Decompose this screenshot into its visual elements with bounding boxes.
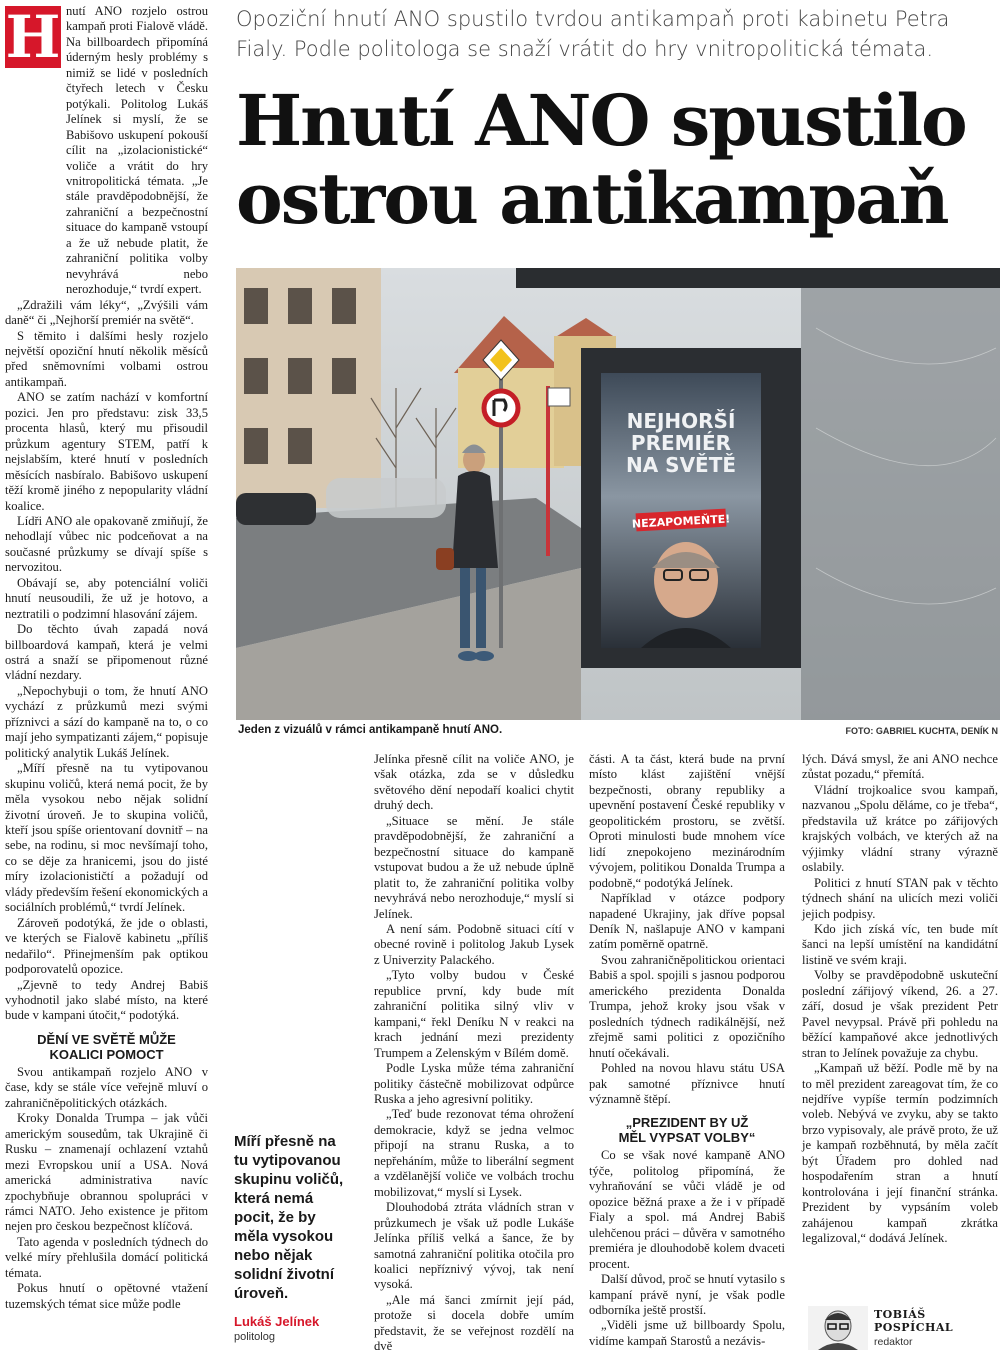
body-paragraph: „Kampaň už běží. Podle mě by na to měl prezident zareagovat tím, že co nejdříve vypíše termín podzimních voleb. Nebývá ve zvyku, aby se takto brzo vypisovaly, ale právě proto, že už je kampaň rozběhnutá, by měla začít být Úřadem pro dohled nad hospodařením stran a hnutí kontrolována i její finanční stránka. Prezident by vypsáním voleb zahájenou kampaň zkrátka legalizoval,“ dodává Jelínek. bbox=[802, 1061, 998, 1246]
poster-headline: PREMIÉR bbox=[630, 431, 732, 455]
poster-headline: NA SVĚTĚ bbox=[625, 453, 737, 477]
body-paragraph: Pokus hnutí o opětovné vtažení tuzemských témat sice může podle bbox=[5, 1281, 208, 1311]
body-paragraph: části. A ta část, která bude na první místo klást zajištění vnější bezpečnosti, obrany republiky a upevnění postavení České republiky v geopolitickém prostoru, se zvětší. Oproti minulosti bude mnohem více lidí znepokojeno mezinárodním vývojem, politikou Donalda Trumpa a podobně,“ podotýká Jelínek. bbox=[589, 752, 785, 890]
body-paragraph: Zároveň podotýká, že jde o oblasti, ve kterých se Fialově kabinetu „příliš nedařilo“. Přinejmenším pak optikou podporovatelů opozice. bbox=[5, 915, 208, 977]
body-paragraph: Jelínka přesně cílit na voliče ANO, je však otázka, zda se v důsledku světového dění nepodaří koalici chytit druhý dech. bbox=[374, 752, 574, 813]
body-paragraph: „Situace se mění. Je stále pravděpodobnější, že zahraniční a bezpečnostní situace do kampaně vstupovat budou a že už nebude úplně platit to, že zahraniční politika volby nevyhrává nebo nerozhoduje,“ myslí si Jelínek. bbox=[374, 813, 574, 921]
body-paragraph: Vládní trojkoalice svou kampaň, nazvanou „Spolu děláme, co je třeba“, představila už krátce po zářijových krajských volbách, ve kterých až na výjimky vládní strany výrazně oslabily. bbox=[802, 782, 998, 875]
body-paragraph: Obávají se, aby potenciální voliči hnutí neusoudili, že už je hotovo, a neztratili o podzimní hlasování zájem. bbox=[5, 575, 208, 621]
body-paragraph: Co se však nové kampaně ANO týče, politolog připomíná, že vyhraňování se vůči vládě je od opozice běžná praxe a že i v případě Fialy a spol. má Andrej Babiš ulehčenou práci – důvěra v samotného premiéra je dlouhodobě kolem dvaceti procent. bbox=[589, 1148, 785, 1271]
body-paragraph: A není sám. Podobně situaci cítí v obecné rovině i politolog Jakub Lysek z Univerzity Palackého. bbox=[374, 921, 574, 967]
body-paragraph: „Tyto volby budou v České republice první, kdy bude mít zahraniční politika silný vliv v kampani,“ řekl Deníku N v reakci na krach jednání mezi prezidenty Trumpem a Zelenským v Bílém domě. bbox=[374, 968, 574, 1060]
body-paragraph: „Míří přesně na tu vytipovanou skupinu voličů, která nemá pocit, že by měla vysokou nebo nějak solidní životní úroveň. Je to skupina voličů, kteří jsou spíše orientovaní dovnitř – na sebe, na rodinu, si moc nevšímají toho, co se děje za hranicemi, jsou do jisté míry izolacionističtí a požadují od vlády především řešení ekonomických a sociálních problémů,“ tvrdí Jelínek. bbox=[5, 761, 208, 915]
body-paragraph: Politici z hnutí STAN pak v těchto týdnech shání na ulicích mezi voliči jejich podpisy. bbox=[802, 875, 998, 921]
body-paragraph: Volby se pravděpodobně uskuteční poslední zářijový víkend, 26. a 27. září, dosud je však prezident Petr Pavel nevypsal. Právě při pohledu na běžící kampaňové akce jednotlivých stran to Jelínek považuje za chybu. bbox=[802, 968, 998, 1060]
body-paragraph: „Ale má šanci zmírnit její pád, protože si docela dobře umím představit, že se veřejnost rozdělí na dvě bbox=[374, 1292, 574, 1354]
body-paragraph: Další důvod, proč se hnutí vytasilo s kampaní právě nyní, je však podle odborníka ještě prostší. bbox=[589, 1272, 785, 1317]
author-photo bbox=[808, 1306, 868, 1350]
body-paragraph: Dlouhodobá ztráta vládních stran v průzkumech je však už podle Lukáše Jelínka příliš velká a šance, že by samotná zahraniční politika otočila pro koalici nepříznivý vývoj, tak není vysoká. bbox=[374, 1200, 574, 1292]
subheading: „PREZIDENT BY UŽ MĚL VYPSAT VOLBY“ bbox=[618, 1115, 756, 1146]
pull-quote: Míří přesně na tu vytipovanou skupinu voličů, která nemá pocit, že by měla vysokou nebo nějak solidní životní úroveň. bbox=[234, 1133, 344, 1302]
article-column-3 bbox=[374, 752, 574, 1355]
poster-badge: NEZAPOMEŇTE! bbox=[631, 512, 731, 531]
body-paragraph: Například v otázce podpory napadené Ukrajiny, jak dříve popsal Deník N, našlapuje ANO v kampani zatím poměrně opatrně. bbox=[589, 891, 785, 952]
body-paragraph: Podle Lyska může téma zahraniční politiky částečně mobilizovat odpůrce Ruska a jeho agresivní politiky. bbox=[374, 1061, 574, 1106]
body-paragraph: „Teď bude rezonovat téma ohrožení demokracie, když se jedna velmoc připojí na stranu Ruska, a to nepřeháním, může to liberální segment a vzdělanější voliče ve volbách trochu mobilizovat,“ myslí si Lysek. bbox=[374, 1107, 574, 1199]
bus-stop-photo bbox=[236, 268, 1000, 720]
body-paragraph: Lídři ANO ale opakovaně zmiňují, že nehodlají vůbec nic podceňovat a na současné průzkumy se dívají spíše s nervozitou. bbox=[5, 513, 208, 575]
body-paragraph: Svou zahraničněpolitickou orientaci Babiš a spol. spojili s jasnou podporou amerického prezidenta Donalda Trumpa, jehož kroky jsou však v posledních týdnech radikálnější, než zřejmě sami politici z opozičního hnutí očekávali. bbox=[589, 952, 785, 1060]
article-lede: Opoziční hnutí ANO spustilo tvrdou antikampaň proti kabinetu Petra Fialy. Podle politologa se snaží vrátit do hry vnitropolitická témata. bbox=[236, 7, 950, 61]
article-headline: Hnutí ANO spustilo ostrou antikampaň bbox=[236, 79, 966, 240]
article-column-4 bbox=[589, 752, 785, 1349]
body-paragraph: Svou antikampaň rozjelo ANO v čase, kdy se stále více veřejně mluví o zahraničněpolitických otázkách. bbox=[5, 1064, 208, 1110]
author-role: redaktor bbox=[874, 1336, 913, 1348]
pull-quote-role: politolog bbox=[234, 1331, 275, 1343]
photo-caption: Jeden z vizuálů v rámci antikampaně hnutí ANO. bbox=[238, 724, 503, 736]
body-paragraph: „Zdražili vám léky“, „Zvýšili vám daně“ či „Nejhorší premiér na světě“. bbox=[5, 297, 208, 328]
body-paragraph: S těmito i dalšími hesly rozjelo největší opoziční hnutí několik měsíců před sněmovními volbami ostrou antikampaň. bbox=[5, 328, 208, 389]
body-paragraph: Do těchto úvah zapadá nová billboardová kampaň, která je velmi ostrá a snaží se připomenout různé vládní nezdary. bbox=[5, 622, 208, 683]
photo-credit: FOTO: GABRIEL KUCHTA, DENÍK N bbox=[845, 726, 998, 736]
author-name: TOBIÁŠ POSPÍCHAL bbox=[874, 1308, 954, 1334]
article-column-1 bbox=[5, 4, 208, 1312]
pull-quote-author: Lukáš Jelínek bbox=[234, 1314, 320, 1329]
body-paragraph: „Zjevně to tedy Andrej Babiš vyhodnotil jako slabé místo, na které bude v kampani útočit,“ podotýká. bbox=[5, 977, 208, 1023]
intro-paragraph: nutí ANO rozjelo ostrou kampaň proti Fialově vládě. Na billboardech připomíná úderným hesly problémy s nimiž se lidé v posledních čtyřech letech v Česku potýkali. Politolog Lukáš Jelínek si myslí, že se Babišovo uskupení pokouší cílit na „izolacionistické“ voliče a vrátit do hry vnitropolitická témata. „Je stále pravděpodobnější, že zahraniční a bezpečnostní situace do kampaně vstoupí a že už nebude platit, že zahraniční politika volby nevyhrává nebo nerozhoduje,“ tvrdí expert. bbox=[66, 4, 208, 297]
body-paragraph: Kdo jich získá víc, ten bude mít šanci na lepší umístění na kandidátní listině ve svém kraji. bbox=[802, 921, 998, 967]
body-paragraph: lých. Dává smysl, že ani ANO nechce zůstat pozadu,“ přemítá. bbox=[802, 752, 998, 782]
article-photo bbox=[236, 268, 1000, 720]
body-paragraph: „Nepochybuji o tom, že hnutí ANO vychází z průzkumů mezi svými příznivci a sází do kampaně na to, o co mají jeho sympatizanti zájem,“ popisuje politický analytik Lukáš Jelínek. bbox=[5, 683, 208, 760]
article-column-5 bbox=[802, 752, 998, 1247]
subheading: DĚNÍ VE SVĚTĚ MŮŽE KOALICI POMOCT bbox=[37, 1031, 176, 1062]
body-paragraph: „Viděli jsme už billboardy Spolu, vidíme kampaň Starostů a nezávis- bbox=[589, 1318, 785, 1348]
body-paragraph: ANO se zatím nachází v komfortní pozici. Jen pro představu: zisk 33,5 procenta hlasů, který mu přisoudil průzkum agentury STEM, patří k nejslabším, které hnutí v posledních měsících nasbíralo. Babišovo uskupení těží kromě jiného z nepopularity vládní koalice. bbox=[5, 390, 208, 513]
body-paragraph: Tato agenda v posledních týdnech do velké míry přehlušila domácí politická témata. bbox=[5, 1234, 208, 1280]
drop-cap: H bbox=[5, 3, 61, 71]
body-paragraph: Pohled na novou hlavu státu USA pak samotné příznivce hnutí významně štěpí. bbox=[589, 1061, 785, 1106]
poster-headline: NEJHORŠÍ bbox=[626, 409, 736, 433]
body-paragraph: Kroky Donalda Trumpa – jak vůči americkým sousedům, tak Ukrajině či Rusku – znamenají ochlazení vztahů mezi Evropskou unií a USA. Nová americká administrativa navíc zpochybňuje obrannou spolupráci v rámci NATO. Jeho existence je přitom nejen pro českou bezpečnost klíčová. bbox=[5, 1111, 208, 1234]
